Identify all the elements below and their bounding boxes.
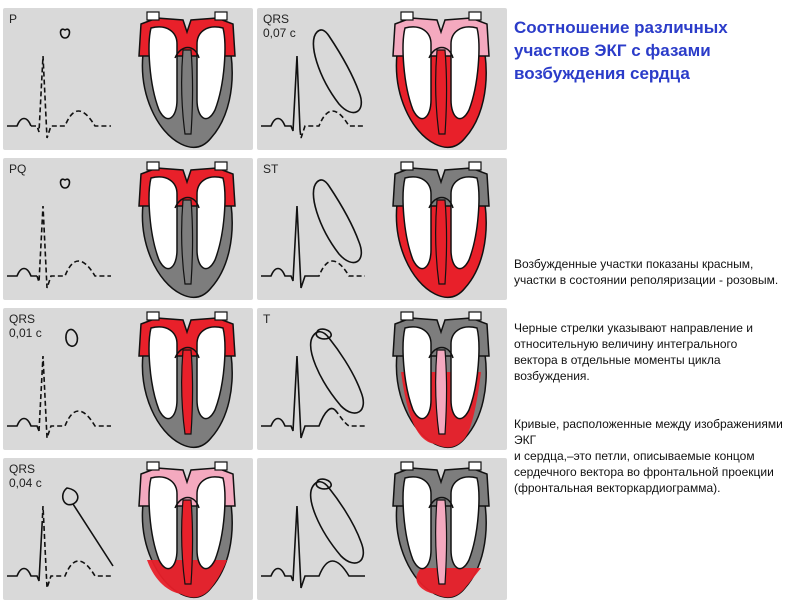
septum (182, 200, 193, 284)
description-vector-arrows: Черные стрелки указывают направление и относительную величину интегрального вектора в отдельные моменты цикла возбуждения. (514, 321, 753, 383)
heart-diagram (393, 162, 489, 297)
heart-diagram (139, 462, 235, 597)
vessel-right (469, 162, 481, 170)
ecg-trace (7, 119, 31, 127)
panel-phase-label: T (263, 312, 271, 326)
ecg-trace-remaining (300, 111, 365, 138)
heart-diagram (393, 312, 489, 447)
panel-drawing (3, 158, 253, 300)
vessel-left (401, 312, 413, 320)
vessel-right (215, 462, 227, 470)
vessel-left (147, 12, 159, 20)
septum (182, 50, 193, 134)
vectorcardiogram-loop (66, 329, 78, 346)
septum (182, 350, 193, 434)
panel-drawing (257, 308, 507, 450)
septum (182, 500, 193, 584)
ecg-phase-panel (257, 158, 507, 300)
ecg-phase-panel (3, 308, 253, 450)
slide-title: Соотношение различных участков ЭКГ с фазами возбуждения сердца (514, 18, 728, 83)
vessel-right (469, 12, 481, 20)
vessel-right (469, 462, 481, 470)
panel-phase-label: P (9, 12, 18, 26)
ecg-phase-panel (257, 458, 507, 600)
ecg-trace (7, 269, 37, 277)
panel-phase-label: QRS 0,04 с (9, 462, 42, 490)
panel-phase-label: QRS 0,01 с (9, 312, 42, 340)
vectorcardiogram-loop (61, 179, 70, 188)
description-vectorcardiogram: Кривые, расположенные между изображениями ЭКГ и сердца,–это петли, описываемые концом сердечного вектора во фронтальной проекции (фронтальная векторкардиограмма). (514, 417, 783, 495)
vessel-left (147, 312, 159, 320)
ecg-trace (7, 419, 39, 432)
septum (436, 200, 447, 284)
vectorcardiogram-loop (311, 479, 364, 563)
heart-diagram (139, 12, 235, 147)
ecg-phase-panel (3, 458, 253, 600)
ecg-trace (7, 526, 42, 581)
ecg-trace-remaining (315, 261, 365, 276)
heart-diagram (139, 162, 235, 297)
panel-phase-label: ST (263, 162, 279, 176)
vessel-right (215, 312, 227, 320)
vectorcardiogram-loop (313, 30, 361, 113)
vessel-left (401, 12, 413, 20)
vessel-right (215, 12, 227, 20)
description-excited-areas: Возбужденные участки показаны красным, участки в состоянии реполяризации - розовым. (514, 257, 779, 287)
ecg-trace-remaining (39, 356, 111, 438)
heart-diagram (139, 312, 235, 447)
ecg-phase-panel (257, 8, 507, 150)
ecg-phase-panel (3, 158, 253, 300)
ecg-trace (261, 56, 300, 131)
panel-drawing (257, 158, 507, 300)
panel-phase-label: QRS 0,07 с (263, 12, 296, 40)
vessel-right (215, 162, 227, 170)
vectorcardiogram-loop (61, 29, 70, 38)
vessel-left (147, 462, 159, 470)
panel-drawing (3, 8, 253, 150)
vectorcardiogram-loop (311, 329, 364, 413)
septum (436, 500, 447, 584)
excited-ventricle-area (416, 568, 481, 597)
panel-drawing (257, 458, 507, 600)
ecg-trace (261, 356, 335, 438)
ecg-trace-remaining (31, 56, 111, 138)
septum (436, 50, 447, 134)
ecg-trace (261, 206, 315, 288)
vessel-left (147, 162, 159, 170)
heart-diagram (393, 462, 489, 597)
vessel-left (401, 462, 413, 470)
vessel-left (401, 162, 413, 170)
septum (436, 350, 447, 434)
vessel-right (469, 312, 481, 320)
vectorcardiogram-loop (63, 488, 113, 566)
vectorcardiogram-loop (313, 180, 361, 263)
panel-phase-label: PQ (9, 162, 27, 176)
heart-diagram (393, 12, 489, 147)
ecg-phase-panel (3, 8, 253, 150)
ecg-phase-panel (257, 308, 507, 450)
ecg-trace-remaining (37, 206, 111, 288)
